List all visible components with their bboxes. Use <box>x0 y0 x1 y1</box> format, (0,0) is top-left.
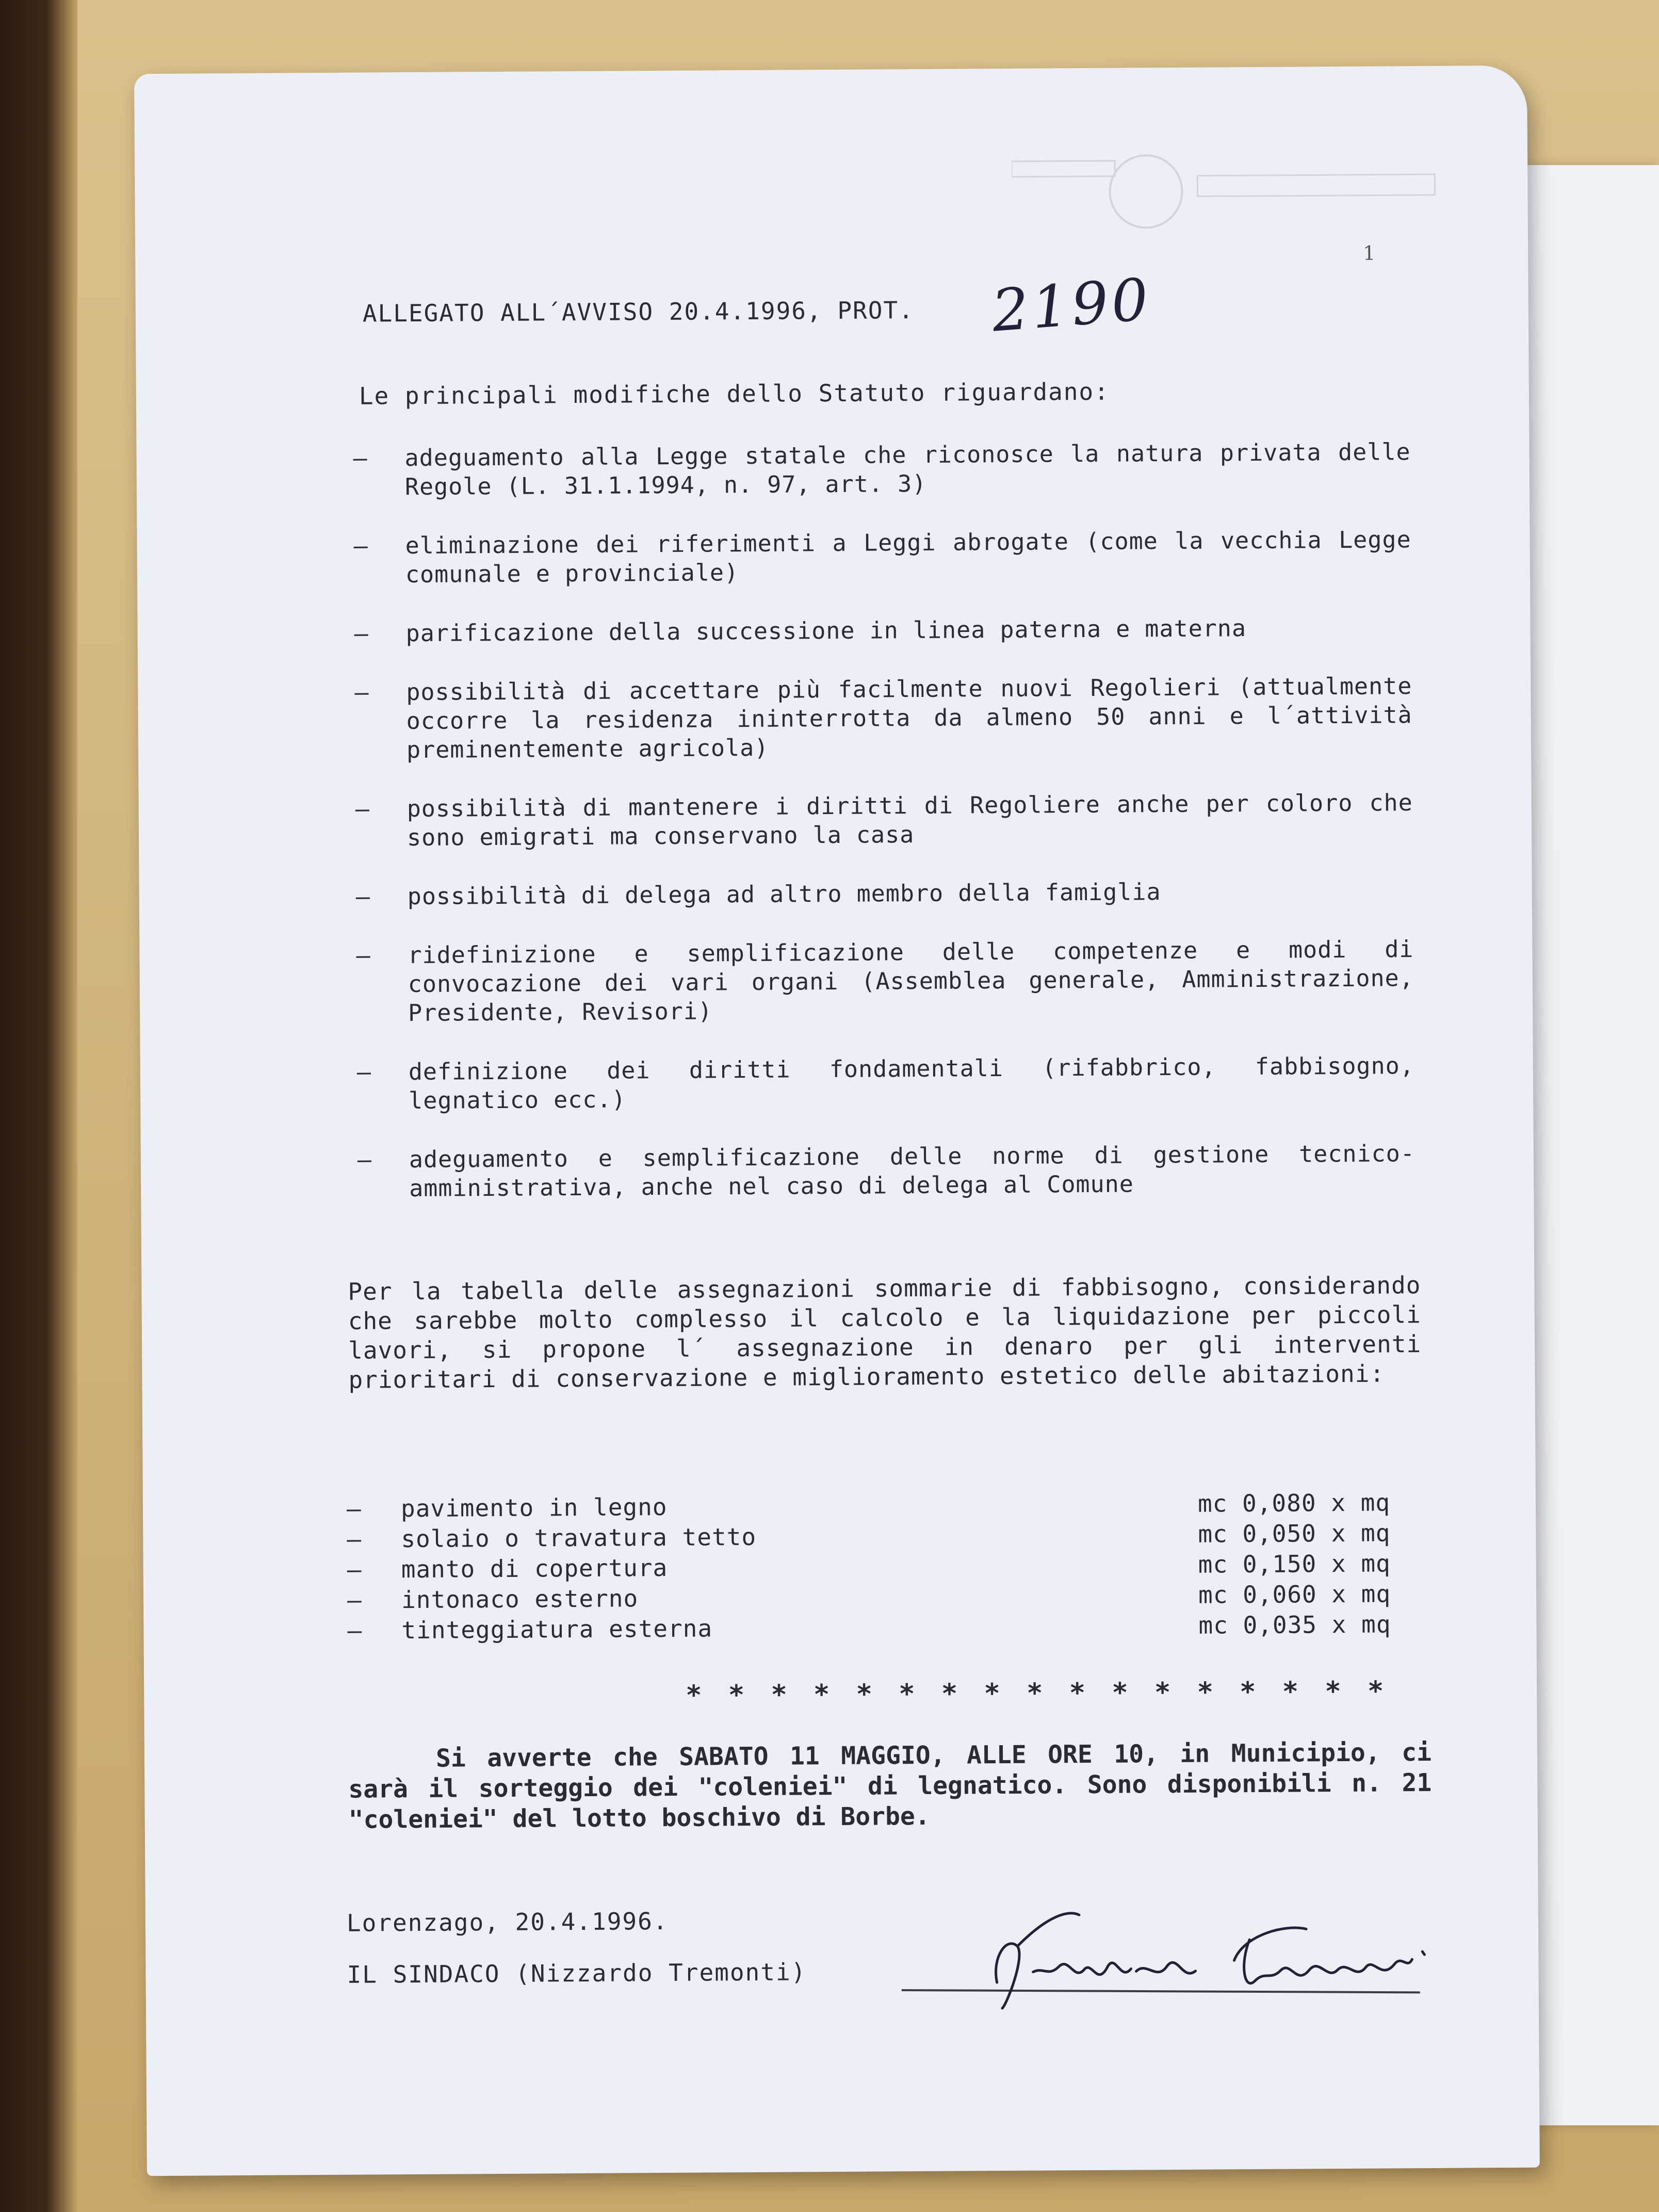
list-item: – possibilità di accettare più facilmente nuovi Regolieri (attualmente occorre la residenza ininterrotta da almeno 50 anni e l´attività preminentemente agricola) <box>354 672 1412 764</box>
list-item: – eliminazione dei riferimenti a Leggi abrogate (come la vecchia Legge comunale e provinciale) <box>353 526 1411 589</box>
dash-mark: – <box>354 620 369 647</box>
dash-mark: – <box>355 795 370 823</box>
dash-mark: – <box>353 532 368 560</box>
dash-mark: – <box>357 1146 372 1174</box>
dark-edge <box>0 0 77 2212</box>
list-item: – definizione dei diritti fondamentali (rifabbrico, fabbisogno, legnatico ecc.) <box>356 1052 1414 1115</box>
list-item: – parificazione della successione in linea paterna e materna <box>354 614 1247 647</box>
lottery-notice: Si avverte che SABATO 11 MAGGIO, ALLE ORE 10, in Municipio, ci sarà il sorteggio dei "coleniei" di legnatico. Sono disponibili n. 21 "coleniei" del lotto boschivo di Borbe. <box>348 1737 1432 1834</box>
table-row: – manto di copertura mc 0,150 x mq <box>347 1548 1425 1585</box>
place-date: Lorenzago, 20.4.1996. <box>346 1907 669 1937</box>
item-value: mc 0,050 x mq <box>1198 1519 1391 1548</box>
table-row: – tinteggiatura esterna mc 0,035 x mq <box>347 1609 1425 1646</box>
dash-mark: – <box>355 883 371 910</box>
handwritten-protocol-number: 2190 <box>989 266 1154 345</box>
page-number: 1 <box>1363 241 1376 265</box>
table-row: – pavimento in legno mc 0,080 x mq <box>347 1487 1425 1524</box>
item-name: tinteggiatura esterna <box>401 1614 713 1645</box>
separator-stars: * * * * * * * * * * * * * * * * * <box>686 1676 1389 1711</box>
list-item: – possibilità di delega ad altro membro della famiglia <box>355 878 1161 910</box>
list-item: – adeguamento alla Legge statale che riconosce la natura privata delle Regole (L. 31.1.1994, n. 97, art. 3) <box>353 438 1411 501</box>
item-value: mc 0,035 x mq <box>1198 1610 1391 1639</box>
assignment-table <box>347 1487 1426 1646</box>
item-value: mc 0,060 x mq <box>1198 1580 1391 1609</box>
item-name: solaio o travatura tetto <box>401 1522 757 1553</box>
item-name: pavimento in legno <box>400 1492 668 1523</box>
document-page <box>134 66 1540 2176</box>
table-row: – intonaco esterno mc 0,060 x mq <box>347 1579 1425 1616</box>
dash-mark: – <box>353 444 368 472</box>
show-through-stamp <box>1012 143 1451 249</box>
list-item: – possibilità di mantenere i diritti di Regoliere anche per coloro che sono emigrati ma conservano la casa <box>355 789 1413 852</box>
document-header: ALLEGATO ALL´AVVISO 20.4.1996, PROT. <box>362 296 915 328</box>
item-value: mc 0,080 x mq <box>1197 1488 1391 1518</box>
dash-mark: – <box>354 678 369 706</box>
item-value: mc 0,150 x mq <box>1198 1549 1391 1579</box>
dash-mark: – <box>356 1058 372 1086</box>
modifications-list <box>353 437 1415 1233</box>
dash-mark: – <box>356 941 371 969</box>
assignment-paragraph: Per la tabella delle assegnazioni sommarie di fabbisogno, considerando che sarebbe molto complesso il calcolo e la liquidazione per piccoli lavori, si propone l´ assegnazione in denaro per gli interventi prioritari di conservazione e miglioramento estetico delle abitazioni: <box>348 1271 1422 1394</box>
intro-text: Le principali modifiche dello Statuto riguardano: <box>359 377 1110 410</box>
handwritten-signature <box>914 1902 1456 2024</box>
list-item: – adeguamento e semplificazione delle norme di gestione tecnico-amministrativa, anche nel caso di delega al Comune <box>357 1140 1416 1202</box>
item-name: manto di copertura <box>401 1553 668 1584</box>
item-name: intonaco esterno <box>401 1584 639 1614</box>
list-item: – ridefinizione e semplificazione delle competenze e modi di convocazione dei vari organi (Assemblea generale, Amministrazione, Presidente, Revisori) <box>356 935 1414 1027</box>
signatory-line: IL SINDACO (Nizzardo Tremonti) <box>347 1958 807 1989</box>
table-row: – solaio o travatura tetto mc 0,050 x mq <box>347 1518 1425 1555</box>
